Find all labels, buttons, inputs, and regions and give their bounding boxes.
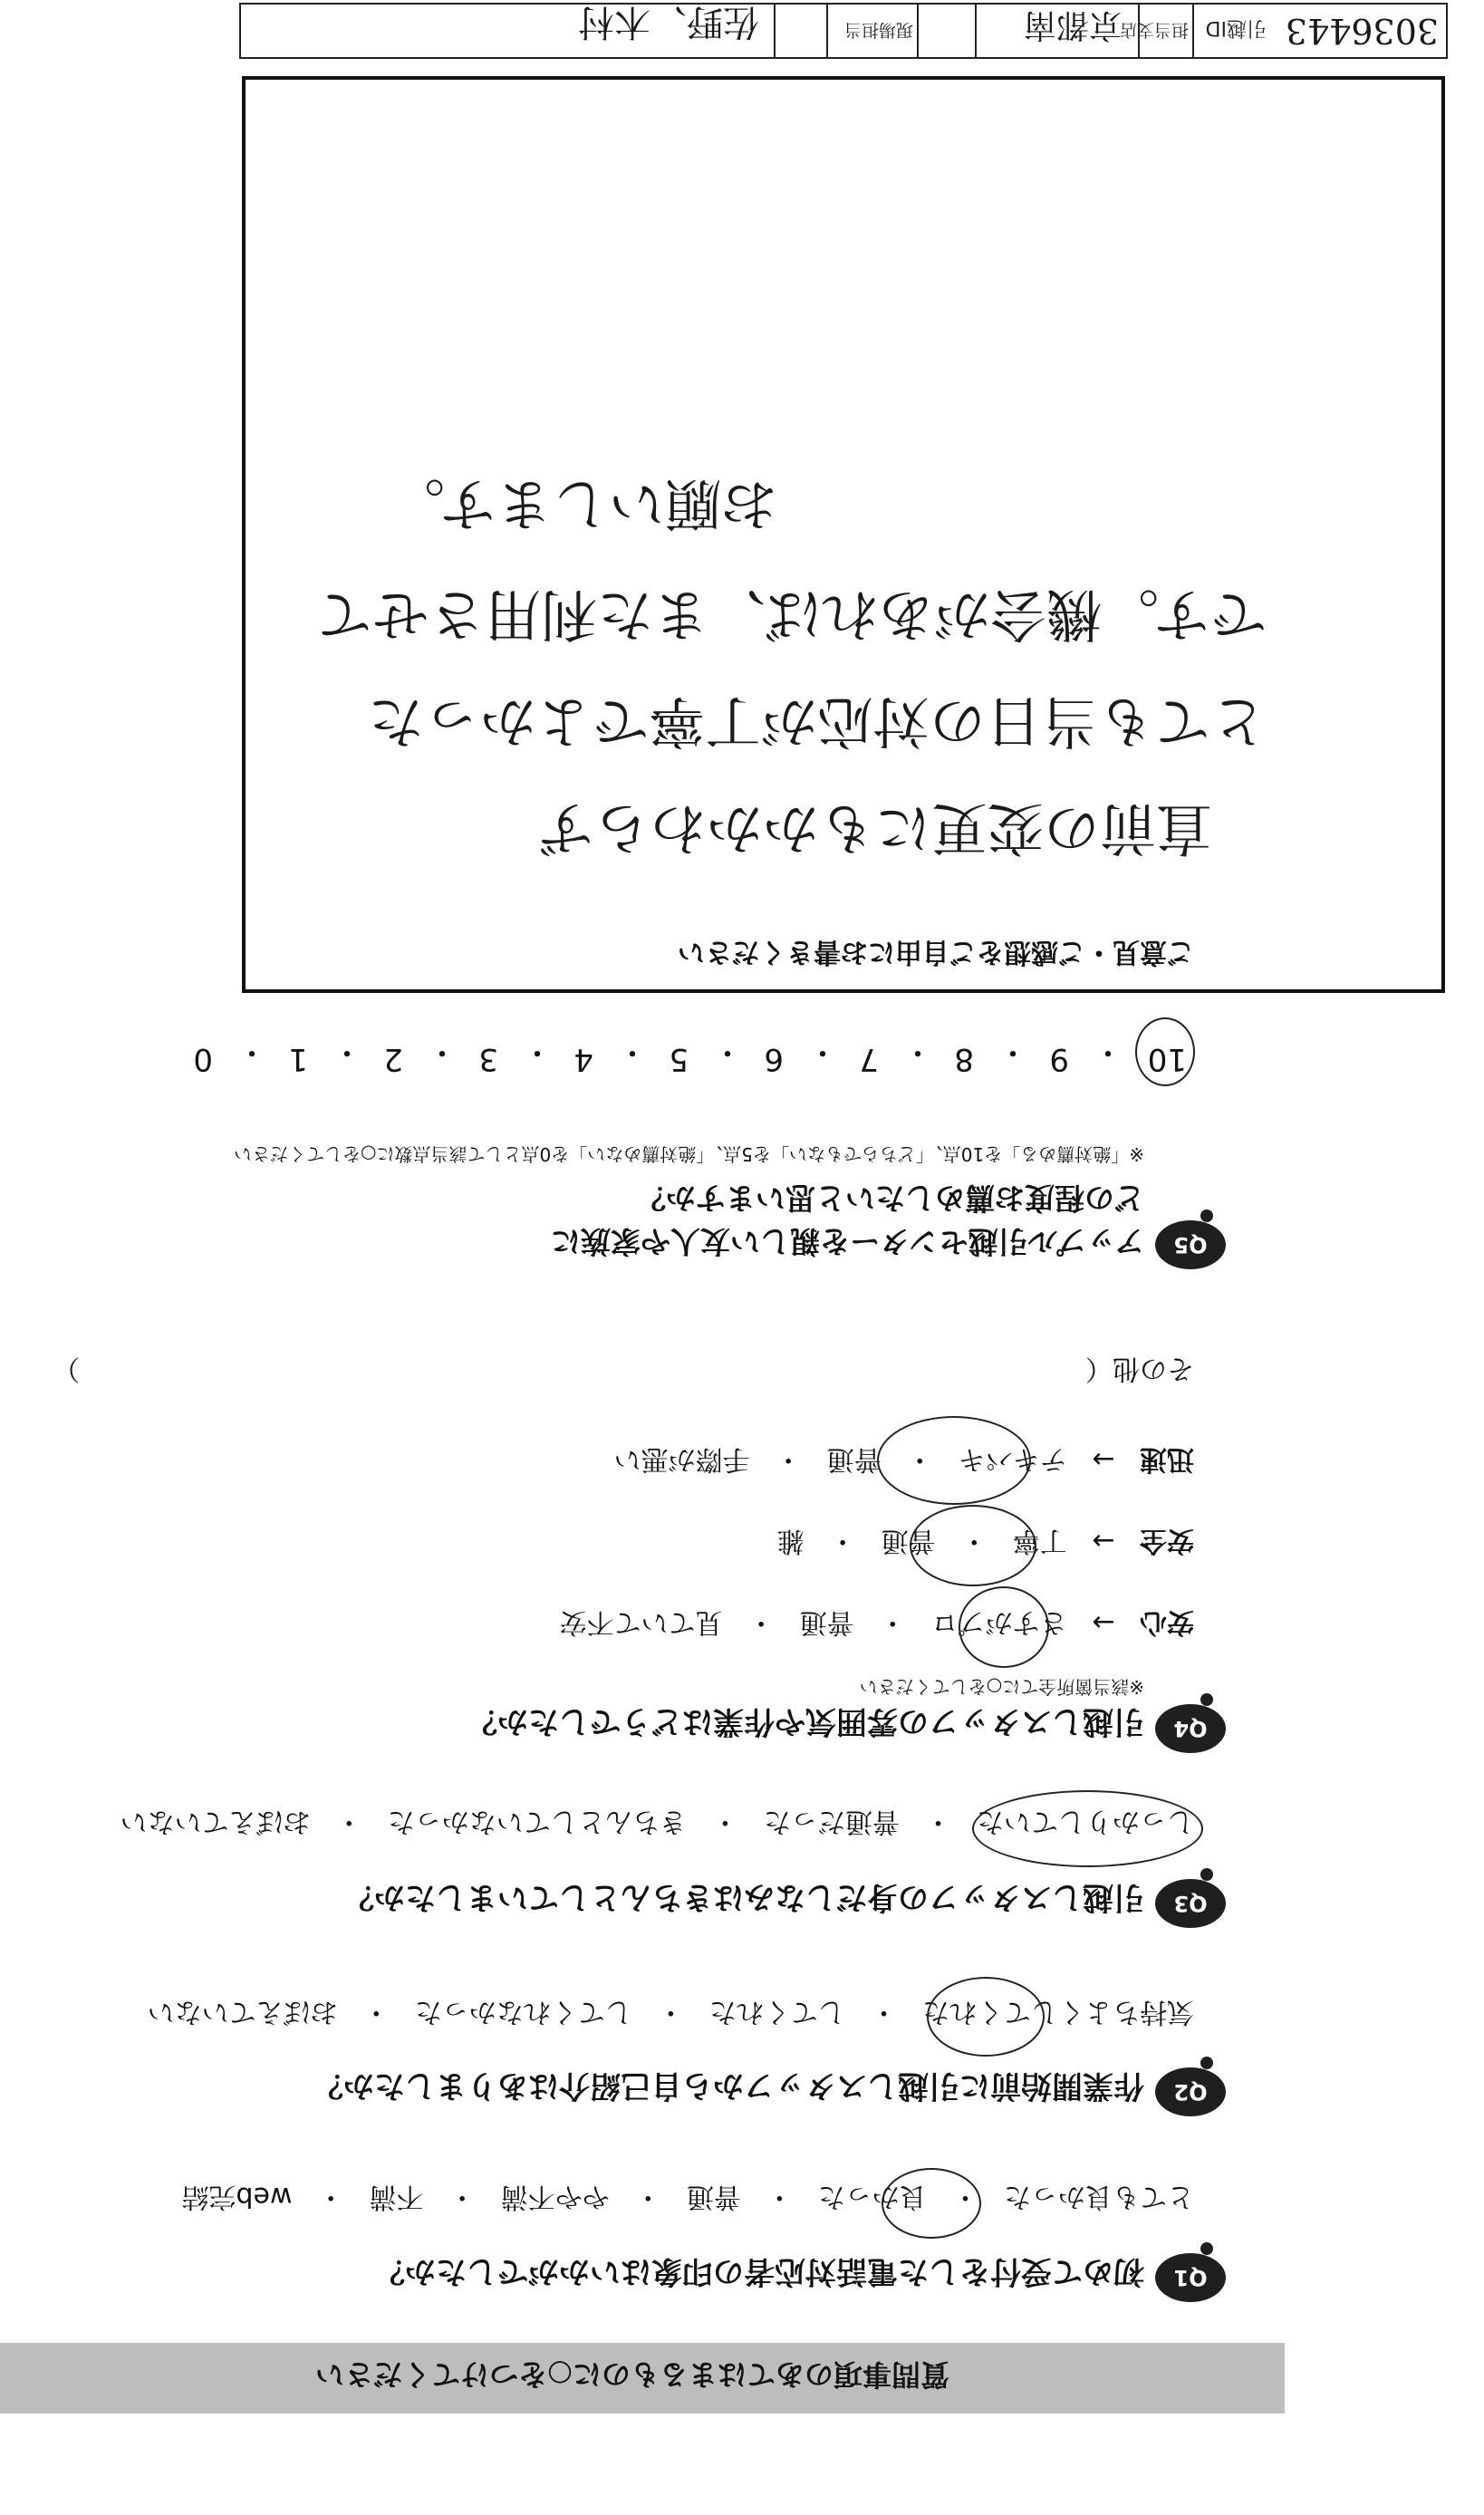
- leader-value: 佐野、木村: [578, 1, 759, 43]
- comment-line-1: 直前の変更にもかかわらず: [537, 795, 1212, 862]
- comment-line-3: です。機会があれば、また利用させて: [315, 582, 1267, 648]
- q3-badge: Q3: [1155, 1879, 1226, 1928]
- instruction-text: 質問事項のあてはまるものに○をつけてください: [315, 2357, 949, 2392]
- scale-sep: ・: [617, 1034, 648, 1070]
- option: 雑: [776, 1525, 805, 1556]
- q3-selected-circle: [972, 1790, 1203, 1867]
- option: おぼえていない: [120, 1806, 311, 1837]
- separator: ・: [747, 1606, 776, 1638]
- q2-selected-circle: [927, 1977, 1045, 2057]
- q5-question-line2: どの程度お薦めしたいと思いますか？: [636, 1180, 1144, 1216]
- option: 普通: [881, 1525, 936, 1556]
- row-label: 安心: [1140, 1606, 1194, 1638]
- scale-10: 10: [1147, 1041, 1187, 1077]
- scale-9: 9: [1049, 1041, 1069, 1077]
- scale-sep: ・: [807, 1034, 838, 1070]
- q4-other-close: ）: [53, 1353, 80, 1384]
- q4-question: 引越しスタッフの雰囲気や作業はどうでしたか？: [467, 1703, 1144, 1739]
- option: 普通: [826, 1443, 882, 1475]
- comment-line-4: お願いします。: [388, 471, 777, 537]
- option: やや不満: [500, 2181, 610, 2212]
- option: 丁寧: [1012, 1525, 1067, 1556]
- header-divider: [826, 3, 828, 59]
- option: しっかりしていた: [977, 1806, 1194, 1837]
- row-label: 安全: [1140, 1525, 1194, 1556]
- option: テキパキ: [958, 1443, 1067, 1475]
- q4-badge: Q4: [1155, 1704, 1226, 1753]
- option: してくれなかった: [414, 1996, 632, 2028]
- other-label: その他（: [1085, 1353, 1194, 1384]
- separator: ・: [906, 1443, 934, 1475]
- scale-1: 1: [288, 1041, 308, 1077]
- header-divider: [917, 3, 919, 59]
- scale-sep: ・: [712, 1034, 743, 1070]
- separator: ・: [634, 2181, 662, 2212]
- scale-sep: ・: [1093, 1034, 1123, 1070]
- q4-other: [1085, 1352, 1194, 1392]
- q1-question: 初めて受付をした電話対応者の印象はいかがでしたか？: [374, 2253, 1144, 2289]
- q1-badge: Q1: [1155, 2253, 1226, 2302]
- q2-badge: Q2: [1155, 2067, 1226, 2116]
- scale-6: 6: [764, 1041, 784, 1077]
- q1-selected-circle: [882, 2168, 981, 2239]
- q3-question: 引越しスタッフの身だしなみはきちんとしていましたか？: [343, 1879, 1144, 1915]
- scale-sep: ・: [997, 1034, 1028, 1070]
- option: してくれた: [708, 1996, 845, 2028]
- header-divider: [774, 3, 776, 59]
- separator: ・: [766, 2181, 794, 2212]
- scale-7: 7: [859, 1041, 879, 1077]
- option: さすがプロ: [930, 1606, 1067, 1638]
- q4-speed-circle: [877, 1416, 1031, 1505]
- q5-scale: [32, 1032, 1191, 1077]
- branch-value: 京都南: [1023, 6, 1122, 43]
- separator: ・: [362, 1996, 390, 2028]
- leader-label: 現場担当: [843, 20, 913, 40]
- scale-sep: ・: [522, 1034, 553, 1070]
- q4-relief-circle: [959, 1586, 1049, 1668]
- scale-sep: ・: [427, 1034, 458, 1070]
- q5-note: ※「絶対薦める」を10点、「どちらでもない」を5点、「絶対薦めない」を0点として該当点数に○をしてください: [234, 1143, 1144, 1165]
- arrow-icon: →: [1092, 1443, 1115, 1475]
- arrow-icon: →: [1092, 1525, 1115, 1556]
- separator: ・: [879, 1606, 907, 1638]
- comment-line-2: とても当日の対応が丁寧でよかった: [367, 689, 1267, 755]
- option: 不満: [369, 2181, 424, 2212]
- separator: ・: [335, 1806, 363, 1837]
- scale-8: 8: [954, 1041, 974, 1077]
- scale-3: 3: [478, 1041, 498, 1077]
- scale-4: 4: [573, 1041, 593, 1077]
- row-label: 迅速: [1140, 1443, 1194, 1475]
- scale-sep: ・: [332, 1034, 362, 1070]
- separator: ・: [711, 1806, 739, 1837]
- scale-5: 5: [669, 1041, 689, 1077]
- move-id-label: 引越ID: [1205, 16, 1267, 39]
- header-divider: [1192, 3, 1194, 59]
- separator: ・: [960, 1525, 988, 1556]
- option: 普通: [799, 1606, 854, 1638]
- separator: ・: [829, 1525, 857, 1556]
- q4-note: ※該当箇所全てに○をしてください: [859, 1676, 1144, 1698]
- option: 見ていて不安: [559, 1606, 723, 1638]
- header-divider: [975, 3, 977, 59]
- option: きちんとしていなかった: [387, 1806, 687, 1837]
- separator: ・: [870, 1996, 898, 2028]
- option: おぼえていない: [147, 1996, 338, 2028]
- scale-sep: ・: [236, 1034, 267, 1070]
- q4-row-relief: [560, 1605, 1194, 1645]
- scale-sep: ・: [902, 1034, 933, 1070]
- selected-scale-circle: [1135, 1017, 1195, 1086]
- scale-0: 0: [193, 1041, 213, 1077]
- q5-question-line1: アップル引越センターを親しい友人や家族に: [550, 1224, 1144, 1259]
- q5-badge: Q5: [1155, 1220, 1226, 1269]
- separator: ・: [775, 1443, 803, 1475]
- option: 普通: [686, 2181, 741, 2212]
- option: 手際が悪い: [613, 1443, 750, 1475]
- comments-title: ご意見・ご感想をご自由にお書きください: [678, 936, 1194, 968]
- separator: ・: [448, 2181, 477, 2212]
- scale-2: 2: [383, 1041, 403, 1077]
- q2-question: 作業開始前に引越しスタッフから自己紹介はありましたか？: [313, 2067, 1144, 2104]
- arrow-icon: →: [1092, 1606, 1115, 1638]
- separator: ・: [924, 1806, 952, 1837]
- separator: ・: [657, 1996, 685, 2028]
- q1-options: [181, 2180, 1194, 2220]
- move-id-value: 3036443: [1285, 11, 1439, 51]
- separator: ・: [317, 2181, 345, 2212]
- option: web完結: [181, 2181, 293, 2212]
- option: 普通だった: [763, 1806, 900, 1837]
- option: 気持ちよくしてくれた: [922, 1996, 1194, 2028]
- branch-label: 担当支店: [1119, 20, 1189, 40]
- separator: ・: [951, 2181, 979, 2212]
- option: 良かった: [817, 2181, 927, 2212]
- q4-safety-circle: [910, 1505, 1036, 1586]
- option: とても良かった: [1004, 2181, 1194, 2212]
